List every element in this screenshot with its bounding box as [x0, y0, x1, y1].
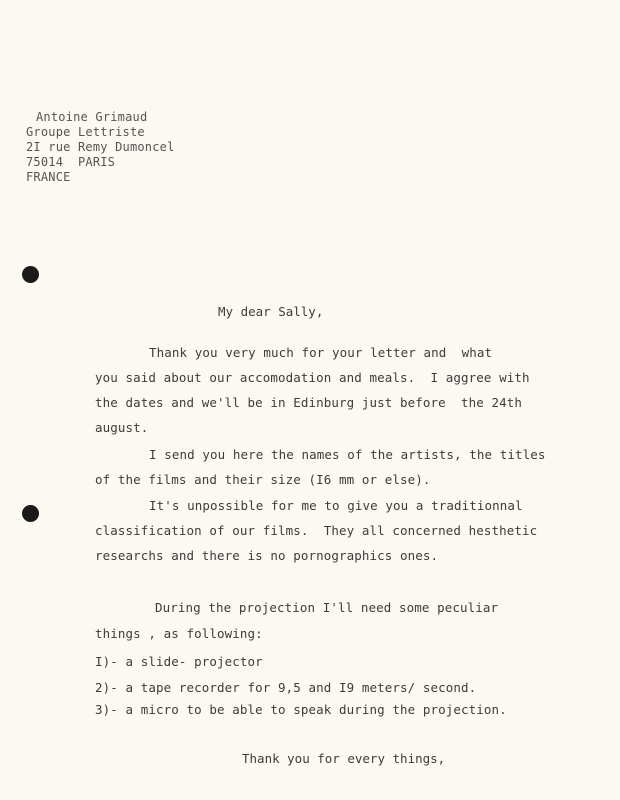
punch-hole-top — [22, 266, 39, 283]
sender-street: 2I rue Remy Dumoncel — [26, 140, 175, 154]
sender-country: FRANCE — [26, 170, 71, 184]
paragraph2-line1: I send you here the names of the artists, the titles — [149, 447, 546, 462]
list-item-3: 3)- a micro to be able to speak during the projection. — [95, 702, 507, 717]
paragraph3-line1: It's unpossible for me to give you a traditionnal — [149, 498, 523, 513]
punch-hole-bottom — [22, 505, 39, 522]
sender-name: Antoine Grimaud — [36, 110, 148, 124]
list-item-1: I)- a slide- projector — [95, 654, 263, 669]
paragraph4-line2: things , as following: — [95, 626, 263, 641]
paragraph3-line3: researchs and there is no pornographics ones. — [95, 548, 439, 563]
paragraph3-line2: classification of our films. They all concerned hesthetic — [95, 523, 538, 538]
paragraph4-line1: During the projection I'll need some peculiar — [155, 600, 499, 615]
paragraph2-line2: of the films and their size (I6 mm or else). — [95, 472, 431, 487]
sender-city: 75014 PARIS — [26, 155, 116, 169]
paragraph1-line1: Thank you very much for your letter and what — [149, 345, 493, 360]
paragraph1-line3: the dates and we'll be in Edinburg just before the 24th — [95, 395, 523, 410]
list-item-2: 2)- a tape recorder for 9,5 and I9 meters/ second. — [95, 680, 477, 695]
sender-organization: Groupe Lettriste — [26, 125, 145, 139]
sender-address — [26, 110, 175, 185]
salutation: My dear Sally, — [218, 304, 324, 319]
paragraph1-line2: you said about our accomodation and meals. I aggree with — [95, 370, 530, 385]
paragraph1-line4: august. — [95, 420, 149, 435]
closing: Thank you for every things, — [242, 751, 446, 766]
